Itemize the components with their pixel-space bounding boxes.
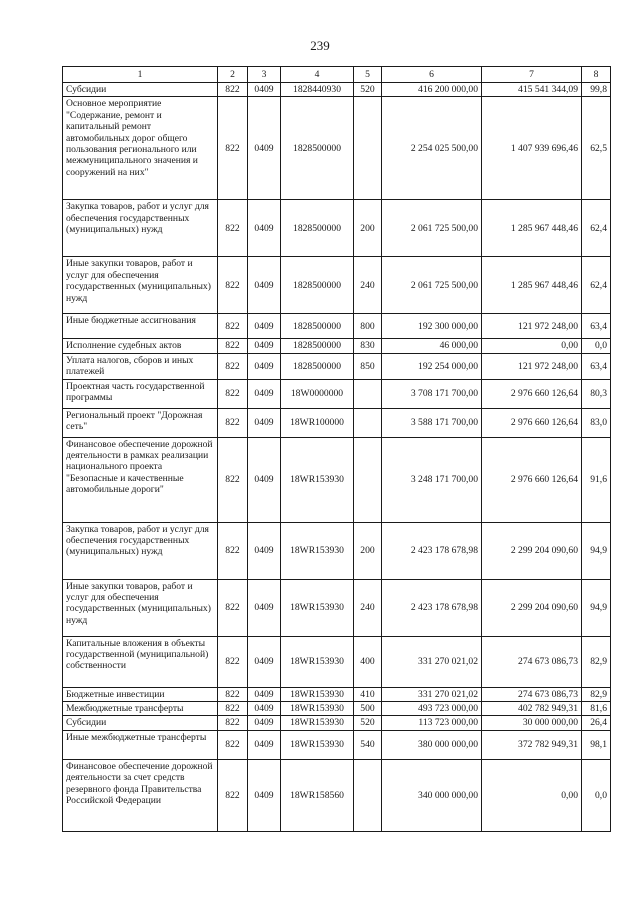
cell-section: 0409 (248, 353, 281, 379)
cell-target-code: 18WR153930 (281, 687, 354, 701)
cell-executed: 0,00 (482, 759, 582, 831)
cell-planned: 380 000 000,00 (382, 730, 482, 759)
table-row (63, 730, 611, 759)
cell-percent: 63,4 (582, 314, 611, 339)
cell-section: 0409 (248, 636, 281, 687)
cell-percent: 62,5 (582, 97, 611, 200)
cell-planned: 2 061 725 500,00 (382, 200, 482, 257)
table-row (63, 83, 611, 97)
table-row (63, 408, 611, 437)
cell-percent: 82,9 (582, 636, 611, 687)
cell-planned: 2 254 025 500,00 (382, 97, 482, 200)
cell-department: 822 (218, 408, 248, 437)
row-name: Проектная часть государственной программы (63, 379, 218, 408)
column-header: 7 (482, 67, 582, 83)
row-name: Капитальные вложения в объекты государственной (муниципальной) собственности (63, 636, 218, 687)
row-name: Иные закупки товаров, работ и услуг для обеспечения государственных (муниципальных) нужд (63, 579, 218, 636)
cell-percent: 81,6 (582, 702, 611, 716)
cell-expense-type: 410 (354, 687, 382, 701)
cell-target-code: 18WR158560 (281, 759, 354, 831)
cell-planned: 2 061 725 500,00 (382, 257, 482, 314)
cell-expense-type: 400 (354, 636, 382, 687)
cell-department: 822 (218, 579, 248, 636)
cell-department: 822 (218, 200, 248, 257)
cell-percent: 99,8 (582, 83, 611, 97)
cell-section: 0409 (248, 730, 281, 759)
cell-percent: 98,1 (582, 730, 611, 759)
cell-department: 822 (218, 687, 248, 701)
table-row (63, 314, 611, 339)
cell-expense-type: 540 (354, 730, 382, 759)
cell-executed: 274 673 086,73 (482, 636, 582, 687)
cell-department: 822 (218, 716, 248, 730)
row-name: Субсидии (63, 716, 218, 730)
cell-department: 822 (218, 522, 248, 579)
row-name: Уплата налогов, сборов и иных платежей (63, 353, 218, 379)
column-header: 2 (218, 67, 248, 83)
cell-percent: 94,9 (582, 522, 611, 579)
cell-target-code: 18WR100000 (281, 408, 354, 437)
cell-section: 0409 (248, 200, 281, 257)
cell-department: 822 (218, 257, 248, 314)
cell-target-code: 18WR153930 (281, 636, 354, 687)
cell-percent: 62,4 (582, 200, 611, 257)
cell-department: 822 (218, 353, 248, 379)
cell-percent: 0,0 (582, 339, 611, 353)
table-row (63, 200, 611, 257)
cell-executed: 402 782 949,31 (482, 702, 582, 716)
cell-planned: 3 248 171 700,00 (382, 437, 482, 522)
table-row (63, 339, 611, 353)
cell-executed: 2 976 660 126,64 (482, 437, 582, 522)
cell-section: 0409 (248, 83, 281, 97)
cell-expense-type: 800 (354, 314, 382, 339)
table-row (63, 759, 611, 831)
table-header-row (63, 67, 611, 83)
row-name: Межбюджетные трансферты (63, 702, 218, 716)
cell-executed: 415 541 344,09 (482, 83, 582, 97)
row-name: Финансовое обеспечение дорожной деятельности в рамках реализации национального проекта "Безопасные и качественные автомобильные дороги" (63, 437, 218, 522)
cell-expense-type: 500 (354, 702, 382, 716)
cell-target-code: 18WR153930 (281, 716, 354, 730)
cell-section: 0409 (248, 257, 281, 314)
cell-section: 0409 (248, 579, 281, 636)
cell-section: 0409 (248, 759, 281, 831)
cell-target-code: 1828500000 (281, 200, 354, 257)
cell-section: 0409 (248, 314, 281, 339)
cell-percent: 62,4 (582, 257, 611, 314)
row-name: Иные межбюджетные трансферты (63, 730, 218, 759)
cell-expense-type: 240 (354, 579, 382, 636)
cell-expense-type (354, 408, 382, 437)
table-row (63, 579, 611, 636)
cell-department: 822 (218, 379, 248, 408)
cell-executed: 274 673 086,73 (482, 687, 582, 701)
table-row (63, 437, 611, 522)
cell-section: 0409 (248, 522, 281, 579)
cell-planned: 3 588 171 700,00 (382, 408, 482, 437)
cell-planned: 192 300 000,00 (382, 314, 482, 339)
cell-percent: 91,6 (582, 437, 611, 522)
cell-department: 822 (218, 730, 248, 759)
cell-expense-type: 850 (354, 353, 382, 379)
cell-target-code: 18WR153930 (281, 579, 354, 636)
cell-section: 0409 (248, 408, 281, 437)
cell-percent: 80,3 (582, 379, 611, 408)
cell-section: 0409 (248, 437, 281, 522)
cell-expense-type: 830 (354, 339, 382, 353)
table-row (63, 353, 611, 379)
cell-planned: 192 254 000,00 (382, 353, 482, 379)
cell-executed: 121 972 248,00 (482, 314, 582, 339)
cell-section: 0409 (248, 702, 281, 716)
cell-section: 0409 (248, 687, 281, 701)
column-header: 8 (582, 67, 611, 83)
cell-expense-type: 520 (354, 83, 382, 97)
cell-expense-type (354, 437, 382, 522)
cell-expense-type (354, 759, 382, 831)
cell-percent: 94,9 (582, 579, 611, 636)
table-row (63, 687, 611, 701)
cell-department: 822 (218, 636, 248, 687)
table-row (63, 636, 611, 687)
table-row (63, 97, 611, 200)
cell-planned: 113 723 000,00 (382, 716, 482, 730)
row-name: Финансовое обеспечение дорожной деятельности за счет средств резервного фонда Правительства Российской Федерации (63, 759, 218, 831)
cell-percent: 83,0 (582, 408, 611, 437)
cell-executed: 1 285 967 448,46 (482, 257, 582, 314)
cell-department: 822 (218, 314, 248, 339)
cell-section: 0409 (248, 379, 281, 408)
cell-target-code: 1828500000 (281, 353, 354, 379)
cell-planned: 2 423 178 678,98 (382, 522, 482, 579)
column-header: 1 (63, 67, 218, 83)
table-row (63, 379, 611, 408)
cell-executed: 2 299 204 090,60 (482, 522, 582, 579)
column-header: 5 (354, 67, 382, 83)
cell-percent: 82,9 (582, 687, 611, 701)
cell-target-code: 1828440930 (281, 83, 354, 97)
row-name: Основное мероприятие "Содержание, ремонт и капитальный ремонт автомобильных дорог общего пользования регионального или межмуниципального значения и сооружений на них" (63, 97, 218, 200)
row-name: Региональный проект "Дорожная сеть" (63, 408, 218, 437)
cell-executed: 1 285 967 448,46 (482, 200, 582, 257)
cell-target-code: 18WR153930 (281, 702, 354, 716)
cell-section: 0409 (248, 97, 281, 200)
cell-planned: 3 708 171 700,00 (382, 379, 482, 408)
cell-planned: 331 270 021,02 (382, 687, 482, 701)
cell-target-code: 18WR153930 (281, 730, 354, 759)
cell-executed: 30 000 000,00 (482, 716, 582, 730)
table-row (63, 522, 611, 579)
cell-expense-type (354, 379, 382, 408)
cell-expense-type: 200 (354, 522, 382, 579)
cell-executed: 0,00 (482, 339, 582, 353)
table-row (63, 257, 611, 314)
table-row (63, 702, 611, 716)
row-name: Иные закупки товаров, работ и услуг для обеспечения государственных (муниципальных) нужд (63, 257, 218, 314)
cell-planned: 46 000,00 (382, 339, 482, 353)
cell-executed: 372 782 949,31 (482, 730, 582, 759)
cell-planned: 493 723 000,00 (382, 702, 482, 716)
cell-executed: 121 972 248,00 (482, 353, 582, 379)
cell-percent: 63,4 (582, 353, 611, 379)
cell-expense-type: 520 (354, 716, 382, 730)
cell-target-code: 1828500000 (281, 97, 354, 200)
cell-section: 0409 (248, 339, 281, 353)
table-row (63, 716, 611, 730)
cell-executed: 2 976 660 126,64 (482, 408, 582, 437)
cell-department: 822 (218, 702, 248, 716)
column-header: 6 (382, 67, 482, 83)
cell-target-code: 1828500000 (281, 339, 354, 353)
cell-target-code: 1828500000 (281, 314, 354, 339)
cell-expense-type: 240 (354, 257, 382, 314)
column-header: 4 (281, 67, 354, 83)
row-name: Закупка товаров, работ и услуг для обеспечения государственных (муниципальных) нужд (63, 522, 218, 579)
cell-target-code: 18WR153930 (281, 437, 354, 522)
row-name: Иные бюджетные ассигнования (63, 314, 218, 339)
cell-target-code: 18W0000000 (281, 379, 354, 408)
cell-executed: 2 299 204 090,60 (482, 579, 582, 636)
cell-executed: 2 976 660 126,64 (482, 379, 582, 408)
page-number: 239 (310, 38, 330, 53)
cell-department: 822 (218, 339, 248, 353)
cell-department: 822 (218, 437, 248, 522)
cell-department: 822 (218, 83, 248, 97)
budget-table (62, 66, 611, 832)
cell-department: 822 (218, 97, 248, 200)
cell-planned: 416 200 000,00 (382, 83, 482, 97)
cell-section: 0409 (248, 716, 281, 730)
row-name: Закупка товаров, работ и услуг для обеспечения государственных (муниципальных) нужд (63, 200, 218, 257)
cell-department: 822 (218, 759, 248, 831)
cell-expense-type: 200 (354, 200, 382, 257)
cell-planned: 340 000 000,00 (382, 759, 482, 831)
row-name: Исполнение судебных актов (63, 339, 218, 353)
column-header: 3 (248, 67, 281, 83)
cell-target-code: 18WR153930 (281, 522, 354, 579)
cell-percent: 0,0 (582, 759, 611, 831)
cell-percent: 26,4 (582, 716, 611, 730)
row-name: Бюджетные инвестиции (63, 687, 218, 701)
cell-planned: 331 270 021,02 (382, 636, 482, 687)
cell-executed: 1 407 939 696,46 (482, 97, 582, 200)
cell-target-code: 1828500000 (281, 257, 354, 314)
cell-planned: 2 423 178 678,98 (382, 579, 482, 636)
cell-expense-type (354, 97, 382, 200)
row-name: Субсидии (63, 83, 218, 97)
